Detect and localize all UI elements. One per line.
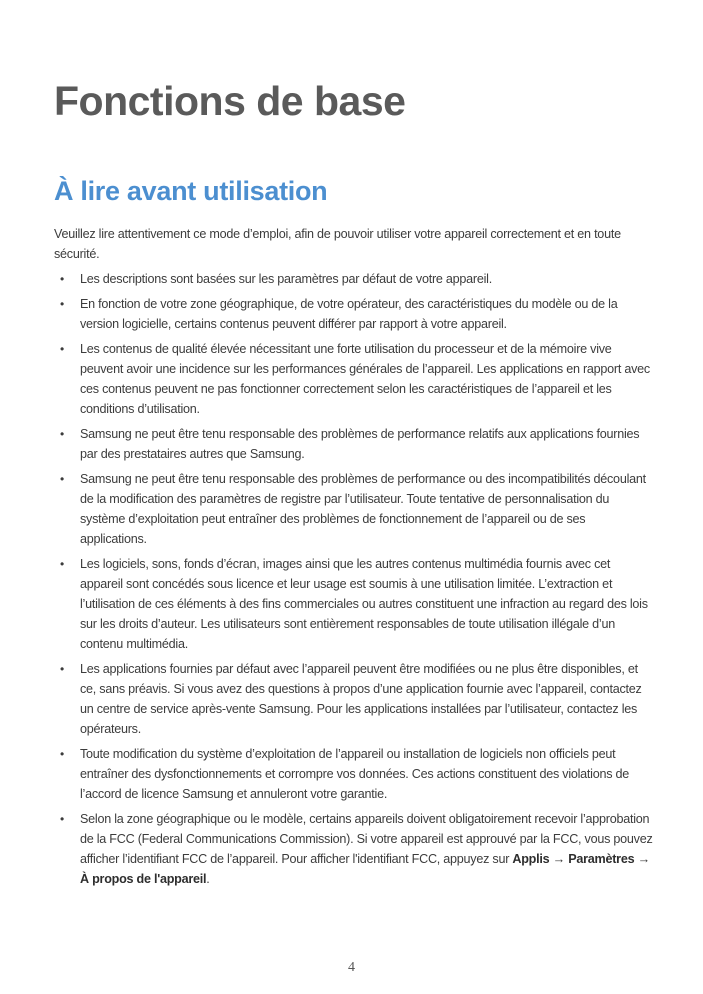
list-item-text: Les descriptions sont basées sur les paramètres par défaut de votre appareil. [80,272,492,286]
list-item-text: Selon la zone géographique ou le modèle, certains appareils doivent obligatoirement recevoir l’approbation de la FCC (Federal Communications Commission). Si votre appareil est approuvé par la FCC, vous pouvez afficher l’identifiant FCC de l’appareil. Pour afficher l'identifiant FCC, appuyez sur [80,812,653,866]
arrow-icon: → [552,852,565,866]
list-item [54,554,654,654]
list-item [54,294,654,334]
list-item-text: Les logiciels, sons, fonds d’écran, images ainsi que les autres contenus multimédia fournis avec cet appareil sont concédés sous licence et leur usage est soumis à une utilisation limitée. L’extraction et l’utilisation de ces éléments à des fins commerciales ou autres constituent une infraction au regard des lois sur les droits d’auteur. Les utilisateurs sont entièrement responsables de toute utilisation illégale d’un contenu multimédia. [80,557,648,651]
list-item [54,424,654,464]
path-applis: Applis [512,852,550,866]
bullet-list [54,269,654,889]
path-parametres: Paramètres [568,852,635,866]
list-item [54,269,654,289]
bullet-icon: • [60,427,64,441]
list-item-fcc [54,809,654,889]
list-item-text: Les contenus de qualité élevée nécessitant une forte utilisation du processeur et de la mémoire vive peuvent avoir une incidence sur les performances générales de l’appareil. Les applications en rapport avec ces contenus peuvent ne pas fonctionner correctement selon les caractéristiques de l’appareil et les conditions d’utilisation. [80,342,650,416]
bullet-icon: • [60,272,64,286]
content-body [54,224,654,894]
page-number: 4 [348,960,355,975]
bullet-icon: • [60,342,64,356]
list-item-text: Les applications fournies par défaut avec l’appareil peuvent être modifiées ou ne plus être disponibles, et ce, sans préavis. Si vous avez des questions à propos d’une application fournie avec l’appareil, contactez un centre de service après-vente Samsung. Pour les applications installées par l’utilisateur, contactez les opérateurs. [80,662,642,736]
bullet-icon: • [60,297,64,311]
list-item [54,744,654,804]
list-item-text: Toute modification du système d’exploitation de l’appareil ou installation de logiciels non officiels peut entraîner des dysfonctionnements et corrompre vos données. Ces actions constituent des violations de l’accord de licence Samsung et annuleront votre garantie. [80,747,630,801]
sentence-end: . [206,872,210,886]
list-item-text: Samsung ne peut être tenu responsable des problèmes de performance ou des incompatibilités découlant de la modification des paramètres de registre par l’utilisateur. Toute tentative de personnalisation du système d’exploitation peut entraîner des problèmes de fonctionnement de l’appareil ou de ses applications. [80,472,646,546]
path-a-propos: À propos de l'appareil [80,872,207,886]
list-item [54,339,654,419]
arrow-icon: → [637,852,650,866]
bullet-icon: • [60,557,64,571]
intro-paragraph: Veuillez lire attentivement ce mode d’emploi, afin de pouvoir utiliser votre appareil correctement et en toute sécurité. [54,227,621,261]
bullet-icon: • [60,662,64,676]
list-item-text: Samsung ne peut être tenu responsable des problèmes de performance relatifs aux applications fournies par des prestataires autres que Samsung. [80,427,640,461]
bullet-icon: • [60,472,64,486]
list-item [54,469,654,549]
bullet-icon: • [60,747,64,761]
bullet-icon: • [60,812,64,826]
page-title: Fonctions de base [54,78,406,124]
list-item [54,659,654,739]
list-item-text: En fonction de votre zone géographique, de votre opérateur, des caractéristiques du modèle ou de la version logicielle, certains contenus peuvent différer par rapport à votre appareil. [80,297,618,331]
section-title: À lire avant utilisation [54,176,328,206]
